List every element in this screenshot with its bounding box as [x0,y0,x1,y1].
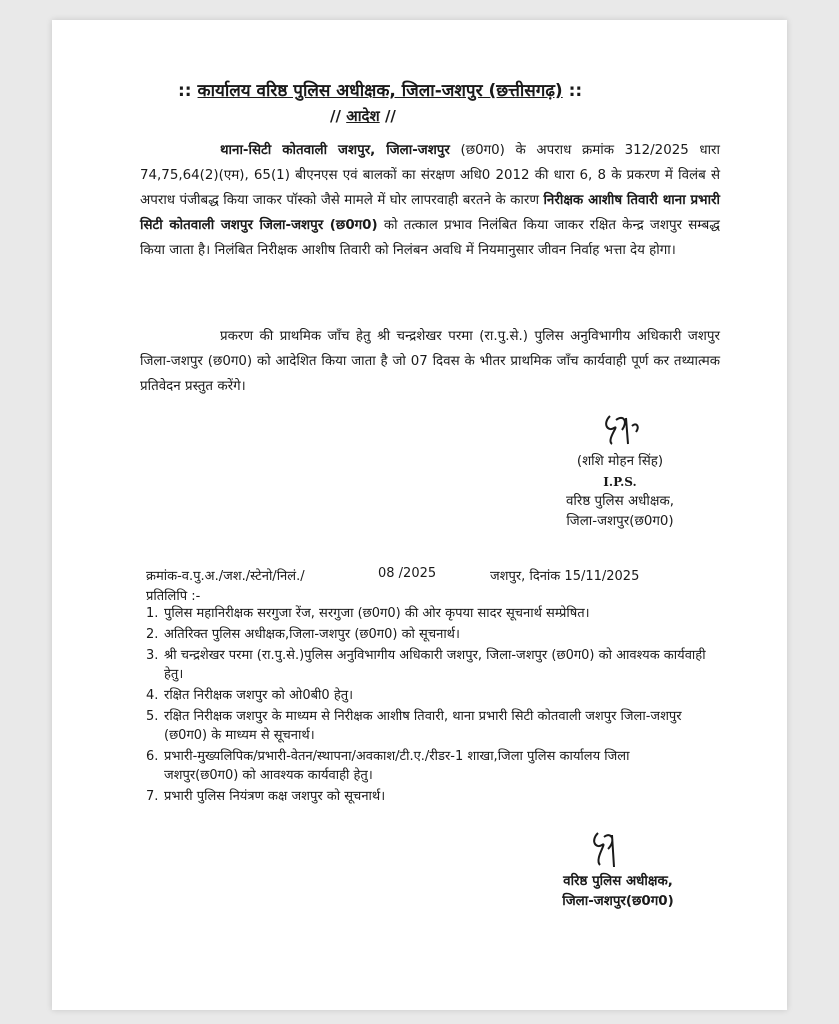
order-paragraph-1 [140,138,720,263]
copy-list [146,604,706,808]
signatory2-district: जिला-जशपुर(छ0ग0) [562,894,674,909]
order-paragraph-2 [140,324,720,399]
reference-line [146,566,736,584]
list-item: 2. अतिरिक्त पुलिस अधीक्षक,जिला-जशपुर (छ0ग0) को सूचनार्थ। [146,627,460,642]
list-item: 4. रक्षित निरीक्षक जशपुर को ओ0बी0 हेतु। [146,688,354,703]
list-item: 3. श्री चन्द्रशेखर परमा (रा.पु.से.)पुलिस अनुविभागीय अधिकारी जशपुर, जिला-जशपुर (छ0ग0) को आवश्यक कार्यवाही हेतु। [146,648,706,682]
order-heading-label: आदेश [346,107,380,125]
signature-block-2 [520,872,716,912]
reference-place-date: जशपुर, दिनांक 15/11/2025 [490,569,640,584]
signature-block-1 [520,452,720,532]
signatory-district: जिला-जशपुर(छ0ग0) [566,514,674,529]
paragraph1-text2: को तत्काल प्रभाव निलंबित किया जाकर रक्षित केन्द्र जशपुर सम्बद्ध किया जाता है। निलंबित निरीक्षक आशीष तिवारी को निलंबन अवधि में नियमानुसार जीवन निर्वाह भत्ता देय होगा। [140,218,720,258]
paragraph2-text: प्रकरण की प्राथमिक जाँच हेतु श्री चन्द्रशेखर परमा (रा.पु.से.) पुलिस अनुविभागीय अधिकारी जशपुर जिला-जशपुर (छ0ग0) को आदेशित किया जाता है जो 07 दिवस के भीतर प्राथमिक जाँच कार्यवाही पूर्ण कर तथ्यात्मक प्रतिवेदन प्रस्तुत करेंगे। [140,329,720,394]
header-suffix: :: [568,81,583,101]
signatory-designation: वरिष्ठ पुलिस अधीक्षक, [565,494,675,509]
list-item: 6. प्रभारी-मुख्यलिपिक/प्रभारी-वेतन/स्थापना/अवकाश/टी.ए./रीडर-1 शाखा,जिला पुलिस कार्यालय जिला जशपुर(छ0ग0) को आवश्यक कार्यवाही हेतु। [146,749,630,783]
reference-prefix: क्रमांक-व.पु.अ./जश./स्टेनो/निलं./ [146,569,305,584]
list-item: 1. पुलिस महानिरीक्षक सरगुजा रेंज, सरगुजा (छ0ग0) की ओर कृपया सादर सूचनार्थ सम्प्रेषित। [146,606,590,621]
signatory2-designation: वरिष्ठ पुलिस अधीक्षक, [563,874,673,889]
office-header [178,78,582,101]
paragraph1-text1: (छ0ग0) के अपराध क्रमांक 312/2025 धारा 74,75,64(2)(एम), 65(1) बीएनएस एवं बालकों का संरक्षण अधि0 2012 की धारा 6, 8 के प्रकरण में विलंब से अपराध पंजीबद्ध किया जाकर पॉस्को जैसे मामले में घोर लापरवाही बरतने के कारण [140,143,720,208]
list-item: 7. प्रभारी पुलिस नियंत्रण कक्ष जशपुर को सूचनार्थ। [146,789,386,804]
reference-number: 08 /2025 [378,566,437,581]
order-heading-left: // [330,107,341,125]
paragraph1-lead: थाना-सिटी कोतवाली जशपुर, जिला-जशपुर [220,143,450,158]
signatory-name: (शशि मोहन सिंह) [576,454,664,469]
copy-heading: प्रतिलिपि :- [146,589,201,604]
signatory-service: I.P.S. [603,475,637,489]
header-prefix: :: [178,81,192,101]
header-title: कार्यालय वरिष्ठ पुलिस अधीक्षक, जिला-जशपुर (छत्तीसगढ़) [197,81,563,101]
order-heading-right: // [384,107,396,125]
signature-scribble-2 [588,827,624,871]
order-heading [330,106,396,126]
signature-scribble-1 [598,410,646,450]
list-item: 5. रक्षित निरीक्षक जशपुर के माध्यम से निरीक्षक आशीष तिवारी, थाना प्रभारी सिटी कोतवाली जशपुर जिला-जशपुर (छ0ग0) के माध्यम से सूचनार्थ। [146,709,682,743]
paragraph1-emphasis: निरीक्षक आशीष तिवारी थाना प्रभारी सिटी कोतवाली जशपुर जिला-जशपुर (छ0ग0) [140,193,720,233]
